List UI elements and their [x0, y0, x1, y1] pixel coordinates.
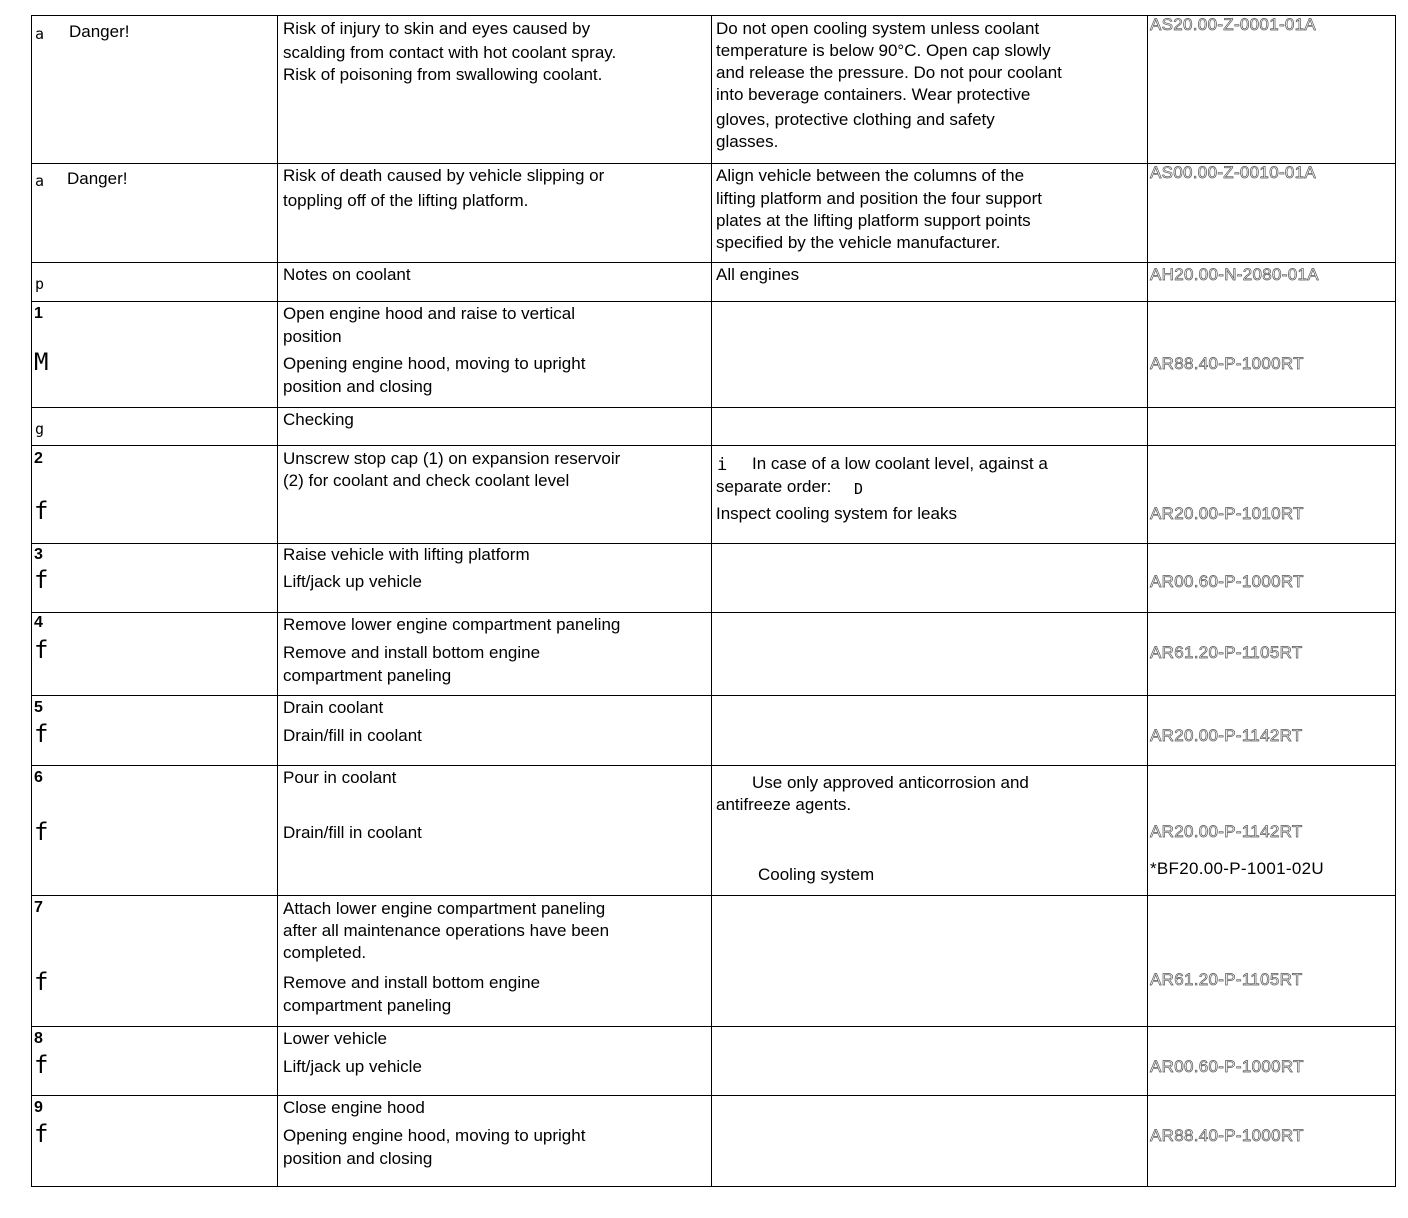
procedure-table [31, 15, 1396, 1187]
reference-link[interactable]: AR00.60-P-1000RT [1150, 572, 1304, 591]
step-cell [32, 896, 278, 1027]
step-number: 5 [34, 699, 43, 716]
table-row-step-5 [32, 696, 1396, 766]
description-cell [278, 164, 712, 263]
notes-line: plates at the lifting platform support points [716, 211, 1031, 230]
reference-link[interactable]: *BF20.00-P-1001-02U [1150, 859, 1324, 878]
notes-line: In case of a low coolant level, against a [752, 454, 1048, 473]
reference-cell [1148, 1096, 1396, 1187]
symbol-cell [32, 16, 278, 164]
notes-cell [712, 544, 1148, 613]
description-line: compartment paneling [283, 996, 452, 1015]
step-cell [32, 446, 278, 544]
notes-cell [712, 16, 1148, 164]
table-row-step-9 [32, 1096, 1396, 1187]
notes-cell [712, 164, 1148, 263]
reference-link[interactable]: AR61.20-P-1105RT [1150, 643, 1303, 662]
description-cell [278, 446, 712, 544]
reference-link[interactable]: AR00.60-P-1000RT [1150, 1057, 1304, 1076]
notes-icon: p [35, 275, 45, 293]
description-line: (2) for coolant and check coolant level [283, 471, 570, 490]
table-row-step-6 [32, 766, 1396, 896]
description-line: Pour in coolant [283, 768, 397, 787]
symbol-cell [32, 263, 278, 302]
notes-line: and release the pressure. Do not pour coolant [716, 63, 1062, 82]
notes-line: separate order: [716, 477, 832, 496]
reference-cell [1148, 1027, 1396, 1096]
notes-line: specified by the vehicle manufacturer. [716, 233, 1001, 252]
notes-line: Do not open cooling system unless coolant [716, 19, 1040, 38]
reference-link[interactable]: AR88.40-P-1000RT [1150, 354, 1304, 373]
description-cell [278, 696, 712, 766]
reference-link[interactable]: AS00.00-Z-0010-01A [1150, 163, 1317, 182]
procedure-icon: f [34, 818, 49, 846]
info-icon: i [717, 455, 728, 475]
danger-icon: a [35, 172, 45, 190]
reference-link[interactable]: AR20.00-P-1010RT [1150, 504, 1304, 523]
description-line: position and closing [283, 377, 433, 396]
notes-cell [712, 446, 1148, 544]
reference-link[interactable]: AH20.00-N-2080-01A [1150, 265, 1319, 284]
reference-link[interactable]: AR20.00-P-1142RT [1150, 726, 1303, 745]
notes-cell [712, 408, 1148, 446]
description-cell [278, 896, 712, 1027]
description-line: Risk of poisoning from swallowing coolant. [283, 65, 603, 84]
table-row-checking [32, 408, 1396, 446]
notes-cell [712, 613, 1148, 696]
danger-icon: a [35, 25, 45, 43]
table-row-step-3 [32, 544, 1396, 613]
procedure-icon: f [34, 636, 49, 664]
table-row-step-8 [32, 1027, 1396, 1096]
description-cell [278, 613, 712, 696]
notes-line: temperature is below 90°C. Open cap slowly [716, 41, 1051, 60]
description-line: toppling off of the lifting platform. [283, 191, 529, 210]
description-line: after all maintenance operations have been [283, 921, 610, 940]
notes-cell [712, 766, 1148, 896]
description-cell [278, 302, 712, 408]
description-cell [278, 16, 712, 164]
procedure-icon: f [34, 566, 49, 594]
table-row-step-2 [32, 446, 1396, 544]
step-cell [32, 1096, 278, 1187]
step-number: 8 [34, 1030, 43, 1047]
step-cell [32, 613, 278, 696]
reference-cell [1148, 446, 1396, 544]
reference-link[interactable]: AR61.20-P-1105RT [1150, 970, 1303, 989]
notes-line: into beverage containers. Wear protective [716, 85, 1031, 104]
description-line: Checking [283, 410, 354, 429]
step-number: 3 [34, 546, 43, 563]
step-cell [32, 696, 278, 766]
step-cell [32, 302, 278, 408]
description-cell [278, 766, 712, 896]
description-line: Opening engine hood, moving to upright [283, 1126, 586, 1145]
procedure-icon: f [34, 1120, 49, 1148]
notes-cell [712, 263, 1148, 302]
table-row-step-1 [32, 302, 1396, 408]
description-line: scalding from contact with hot coolant spray. [283, 43, 617, 62]
description-line: Remove and install bottom engine [283, 643, 541, 662]
description-line: position and closing [283, 1149, 433, 1168]
notes-line: Align vehicle between the columns of the [716, 166, 1025, 185]
description-line: completed. [283, 943, 367, 962]
step-cell [32, 1027, 278, 1096]
notes-line: Use only approved anticorrosion and [752, 773, 1029, 792]
reference-cell [1148, 164, 1396, 263]
notes-line: All engines [716, 265, 800, 284]
description-cell [278, 544, 712, 613]
table-row-notes [32, 263, 1396, 302]
reference-cell [1148, 16, 1396, 164]
document-icon: D [854, 480, 864, 498]
step-number: 7 [34, 899, 43, 916]
description-cell [278, 1096, 712, 1187]
description-line: Risk of injury to skin and eyes caused by [283, 19, 591, 38]
step-number: 4 [34, 614, 43, 631]
reference-cell [1148, 544, 1396, 613]
description-line: Raise vehicle with lifting platform [283, 545, 530, 564]
procedure-icon: f [34, 1051, 49, 1079]
manual-icon: M [34, 348, 49, 376]
reference-cell [1148, 696, 1396, 766]
step-number: 2 [34, 450, 43, 467]
reference-cell [1148, 263, 1396, 302]
description-line: Drain/fill in coolant [283, 726, 422, 745]
description-cell [278, 263, 712, 302]
description-line: Risk of death caused by vehicle slipping or [283, 166, 605, 185]
procedure-icon: f [34, 968, 49, 996]
description-line: Remove and install bottom engine [283, 973, 541, 992]
description-line: Drain/fill in coolant [283, 823, 422, 842]
step-cell [32, 544, 278, 613]
description-line: Lift/jack up vehicle [283, 572, 422, 591]
notes-cell [712, 1027, 1148, 1096]
reference-cell [1148, 302, 1396, 408]
description-line: Lift/jack up vehicle [283, 1057, 422, 1076]
procedure-icon: f [34, 497, 49, 525]
reference-cell [1148, 408, 1396, 446]
check-icon: g [35, 420, 45, 438]
description-line: position [283, 327, 342, 346]
step-number: 9 [34, 1099, 43, 1116]
notes-cell [712, 302, 1148, 408]
danger-label: Danger! [67, 169, 128, 188]
step-number: 1 [34, 305, 43, 322]
description-cell [278, 1027, 712, 1096]
procedure-icon: f [34, 720, 49, 748]
step-cell [32, 766, 278, 896]
description-cell [278, 408, 712, 446]
symbol-cell [32, 164, 278, 263]
description-line: Notes on coolant [283, 265, 411, 284]
description-line: Remove lower engine compartment paneling [283, 615, 621, 634]
table-row-step-7 [32, 896, 1396, 1027]
description-line: Attach lower engine compartment paneling [283, 899, 606, 918]
notes-line: gloves, protective clothing and safety [716, 110, 995, 129]
table-row-danger-1 [32, 16, 1396, 164]
danger-label: Danger! [69, 22, 130, 41]
description-line: Lower vehicle [283, 1029, 387, 1048]
description-line: compartment paneling [283, 666, 452, 685]
notes-cell [712, 896, 1148, 1027]
reference-link[interactable]: AS20.00-Z-0001-01A [1150, 15, 1317, 34]
notes-line: Cooling system [758, 865, 875, 884]
table-row-danger-2 [32, 164, 1396, 263]
notes-line: lifting platform and position the four support [716, 189, 1043, 208]
notes-cell [712, 696, 1148, 766]
notes-line: antifreeze agents. [716, 795, 852, 814]
symbol-cell [32, 408, 278, 446]
step-number: 6 [34, 769, 43, 786]
description-line: Close engine hood [283, 1098, 425, 1117]
reference-cell [1148, 896, 1396, 1027]
description-line: Opening engine hood, moving to upright [283, 354, 586, 373]
description-line: Drain coolant [283, 698, 384, 717]
notes-line: glasses. [716, 132, 779, 151]
description-line: Open engine hood and raise to vertical [283, 304, 576, 323]
table-row-step-4 [32, 613, 1396, 696]
reference-cell [1148, 613, 1396, 696]
reference-cell [1148, 766, 1396, 896]
notes-line: Inspect cooling system for leaks [716, 504, 957, 523]
description-line: Unscrew stop cap (1) on expansion reservoir [283, 449, 621, 468]
reference-link[interactable]: AR88.40-P-1000RT [1150, 1126, 1304, 1145]
notes-cell [712, 1096, 1148, 1187]
reference-link[interactable]: AR20.00-P-1142RT [1150, 822, 1303, 841]
